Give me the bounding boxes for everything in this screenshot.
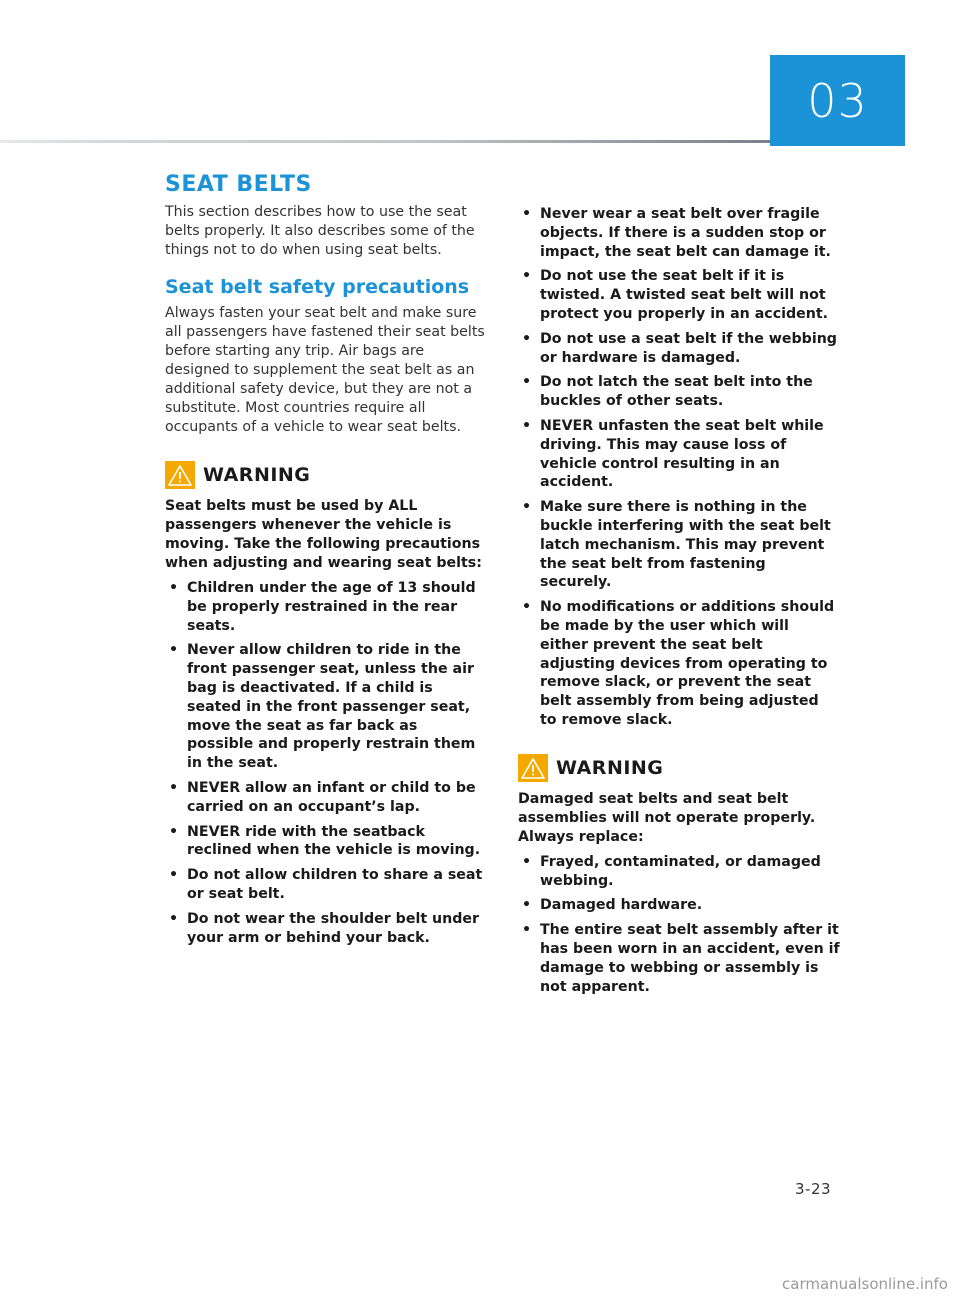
warning-triangle-icon	[518, 754, 548, 782]
list-item: • NEVER ride with the seatback reclined when the vehicle is moving.	[165, 823, 487, 861]
warning-list	[165, 579, 487, 947]
body-paragraph: Always fasten your seat belt and make sure all passengers have fastened their seat belts before starting any trip. Air bags are designed to supplement the seat belt as an additional safety device, but they are not a substitute. Most countries require all occupants of a vehicle to wear seat belts.	[165, 305, 485, 435]
warning-title: WARNING	[556, 756, 664, 779]
list-item: • Make sure there is nothing in the buckle interfering with the seat belt latch mechanism. This may prevent the seat belt from fastening securely.	[518, 498, 840, 592]
list-item: • Frayed, contaminated, or damaged webbing.	[518, 853, 840, 891]
list-item: • NEVER allow an infant or child to be carried on an occupant’s lap.	[165, 779, 487, 817]
section-title: SEAT BELTS	[165, 172, 312, 197]
list-item: • No modifications or additions should be made by the user which will either prevent the seat belt adjusting devices from operating to remove slack, or prevent the seat belt assembly from being adjusted to remove slack.	[518, 598, 840, 730]
list-item: • Damaged hardware.	[518, 896, 840, 915]
header-rule	[0, 140, 770, 143]
page-number: 3-23	[795, 1180, 832, 1198]
warning-header	[165, 461, 487, 489]
chapter-tab: 03	[770, 55, 905, 146]
list-item: • NEVER unfasten the seat belt while driving. This may cause loss of vehicle control resulting in an accident.	[518, 417, 840, 492]
list-item: • Do not use the seat belt if it is twisted. A twisted seat belt will not protect you properly in an accident.	[518, 267, 840, 323]
warning-triangle-icon	[165, 461, 195, 489]
list-item: • Do not use a seat belt if the webbing or hardware is damaged.	[518, 330, 840, 368]
right-column	[518, 205, 840, 1002]
subsection-title: Seat belt safety precautions	[165, 276, 470, 298]
replace-list	[518, 853, 840, 997]
footer-watermark[interactable]: carmanualsonline.info	[782, 1275, 948, 1293]
list-item: • Children under the age of 13 should be properly restrained in the rear seats.	[165, 579, 487, 635]
intro-paragraph: This section describes how to use the seat belts properly. It also describes some of the things not to do when using seat belts.	[165, 204, 475, 258]
list-item: • Do not latch the seat belt into the buckles of other seats.	[518, 373, 840, 411]
left-column	[165, 172, 487, 953]
warning-header	[518, 754, 840, 782]
list-item: • Never wear a seat belt over fragile objects. If there is a sudden stop or impact, the seat belt can damage it.	[518, 205, 840, 261]
warning-title: WARNING	[203, 464, 311, 486]
precaution-list	[518, 205, 840, 730]
list-item: • Do not allow children to share a seat or seat belt.	[165, 866, 487, 904]
warning-intro: Seat belts must be used by ALL passengers whenever the vehicle is moving. Take the following precautions when adjusting and wearing seat belts:	[165, 498, 482, 571]
list-item: • The entire seat belt assembly after it has been worn in an accident, even if damage to webbing or assembly is not apparent.	[518, 921, 840, 996]
list-item: • Do not wear the shoulder belt under your arm or behind your back.	[165, 910, 487, 948]
list-item: • Never allow children to ride in the front passenger seat, unless the air bag is deactivated. If a child is seated in the front passenger seat, move the seat as far back as possible and properly restrain them in the seat.	[165, 641, 487, 773]
warning-intro: Damaged seat belts and seat belt assemblies will not operate properly. Always replace:	[518, 790, 816, 845]
